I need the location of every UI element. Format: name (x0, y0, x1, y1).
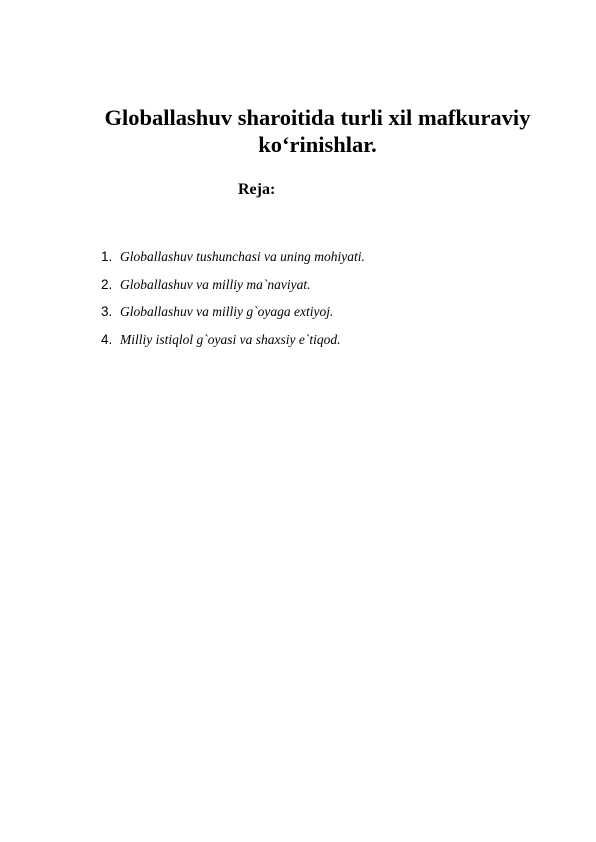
list-item-text: Globallashuv tushunchasi va uning mohiyati. (120, 249, 365, 264)
title-line-1: Globallashuv sharoitida turli xil mafkuraviy (104, 105, 531, 130)
list-item-text: Milliy istiqlol g`oyasi va shaxsiy e`tiqod. (120, 331, 341, 347)
list-item (101, 277, 365, 305)
title-line-2: ko‘rinishlar. (258, 132, 377, 157)
list-item-text: Globallashuv va milliy g`oyaga extiyoj. (120, 304, 334, 319)
list-item (101, 249, 365, 277)
list-item-number: 1. (101, 249, 113, 264)
plan-list (101, 249, 365, 359)
list-item (101, 304, 365, 332)
list-item-text: Globallashuv va milliy ma`naviyat. (120, 276, 311, 292)
list-item-number: 4. (101, 331, 113, 347)
plan-heading: Reja: (238, 181, 276, 198)
document-title (60, 104, 575, 158)
list-item-number: 2. (101, 276, 113, 292)
list-item (101, 332, 365, 360)
list-item-number: 3. (101, 304, 113, 319)
